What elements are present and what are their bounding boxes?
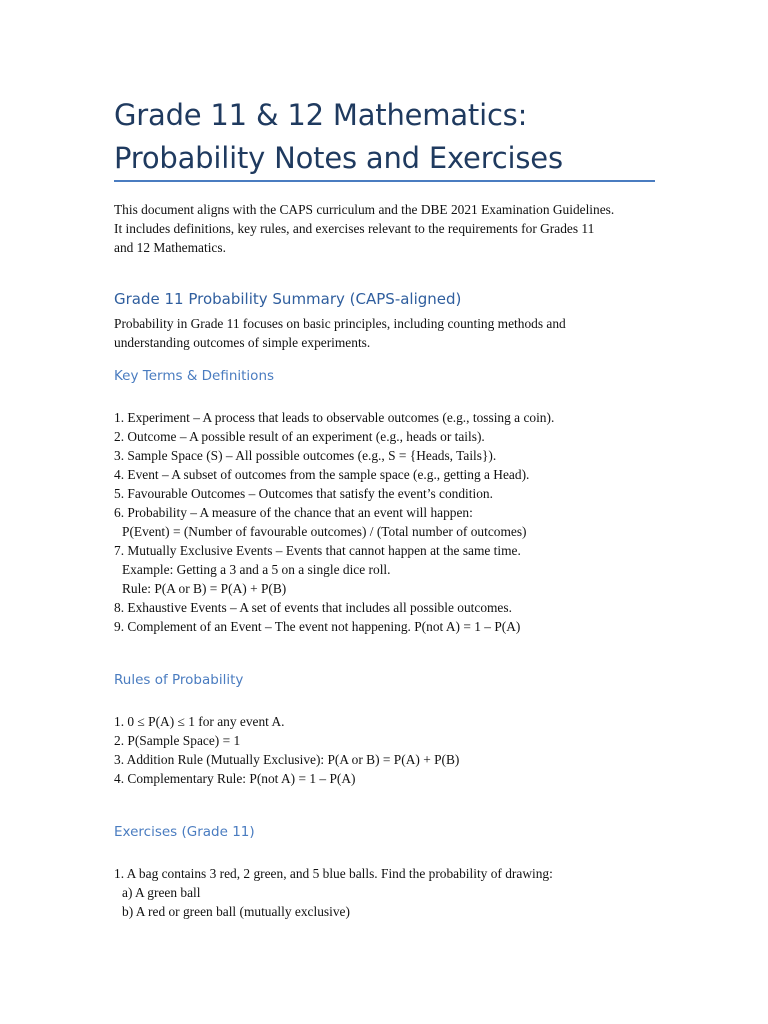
list-item: 7. Mutually Exclusive Events – Events that cannot happen at the same time. [114,543,521,558]
summary-line: Probability in Grade 11 focuses on basic principles, including counting methods and [114,316,566,331]
list-item: 9. Complement of an Event – The event not happening. P(not A) = 1 – P(A) [114,619,521,634]
summary-line: understanding outcomes of simple experiments. [114,335,371,350]
list-item-continuation: P(Event) = (Number of favourable outcomes) / (Total number of outcomes) [122,524,527,539]
list-item: 2. Outcome – A possible result of an experiment (e.g., heads or tails). [114,429,485,444]
summary-paragraph [114,314,655,352]
list-item: 8. Exhaustive Events – A set of events that includes all possible outcomes. [114,600,512,615]
summary-heading: Grade 11 Probability Summary (CAPS-aligned) [114,290,462,308]
title-underline-divider [114,180,655,182]
intro-paragraph [114,200,655,257]
list-item-continuation: b) A red or green ball (mutually exclusive) [122,904,350,919]
key-terms-heading: Key Terms & Definitions [114,368,275,384]
title-line-2: Probability Notes and Exercises [114,141,563,175]
rules-list [114,712,655,788]
exercises-list [114,864,655,921]
title-line-1: Grade 11 & 12 Mathematics: [114,98,528,132]
list-item: 1. 0 ≤ P(A) ≤ 1 for any event A. [114,714,285,729]
key-terms-list [114,408,655,636]
intro-line: It includes definitions, key rules, and exercises relevant to the requirements for Grades 11 [114,221,595,236]
list-item: 4. Event – A subset of outcomes from the sample space (e.g., getting a Head). [114,467,530,482]
page-title [114,94,655,180]
list-item: 4. Complementary Rule: P(not A) = 1 – P(A) [114,771,356,786]
list-item: 1. A bag contains 3 red, 2 green, and 5 blue balls. Find the probability of drawing: [114,866,553,881]
list-item: 2. P(Sample Space) = 1 [114,733,241,748]
intro-line: and 12 Mathematics. [114,240,226,255]
list-item-continuation: a) A green ball [122,885,201,900]
list-item: 3. Addition Rule (Mutually Exclusive): P(A or B) = P(A) + P(B) [114,752,460,767]
list-item: 5. Favourable Outcomes – Outcomes that satisfy the event’s condition. [114,486,493,501]
list-item: 1. Experiment – A process that leads to observable outcomes (e.g., tossing a coin). [114,410,555,425]
intro-line: This document aligns with the CAPS curriculum and the DBE 2021 Examination Guidelines. [114,202,615,217]
list-item: 6. Probability – A measure of the chance that an event will happen: [114,505,473,520]
list-item-continuation: Example: Getting a 3 and a 5 on a single dice roll. [122,562,391,577]
list-item-continuation: Rule: P(A or B) = P(A) + P(B) [122,581,287,596]
list-item: 3. Sample Space (S) – All possible outcomes (e.g., S = {Heads, Tails}). [114,448,497,463]
rules-heading: Rules of Probability [114,672,244,688]
exercises-heading: Exercises (Grade 11) [114,824,255,840]
